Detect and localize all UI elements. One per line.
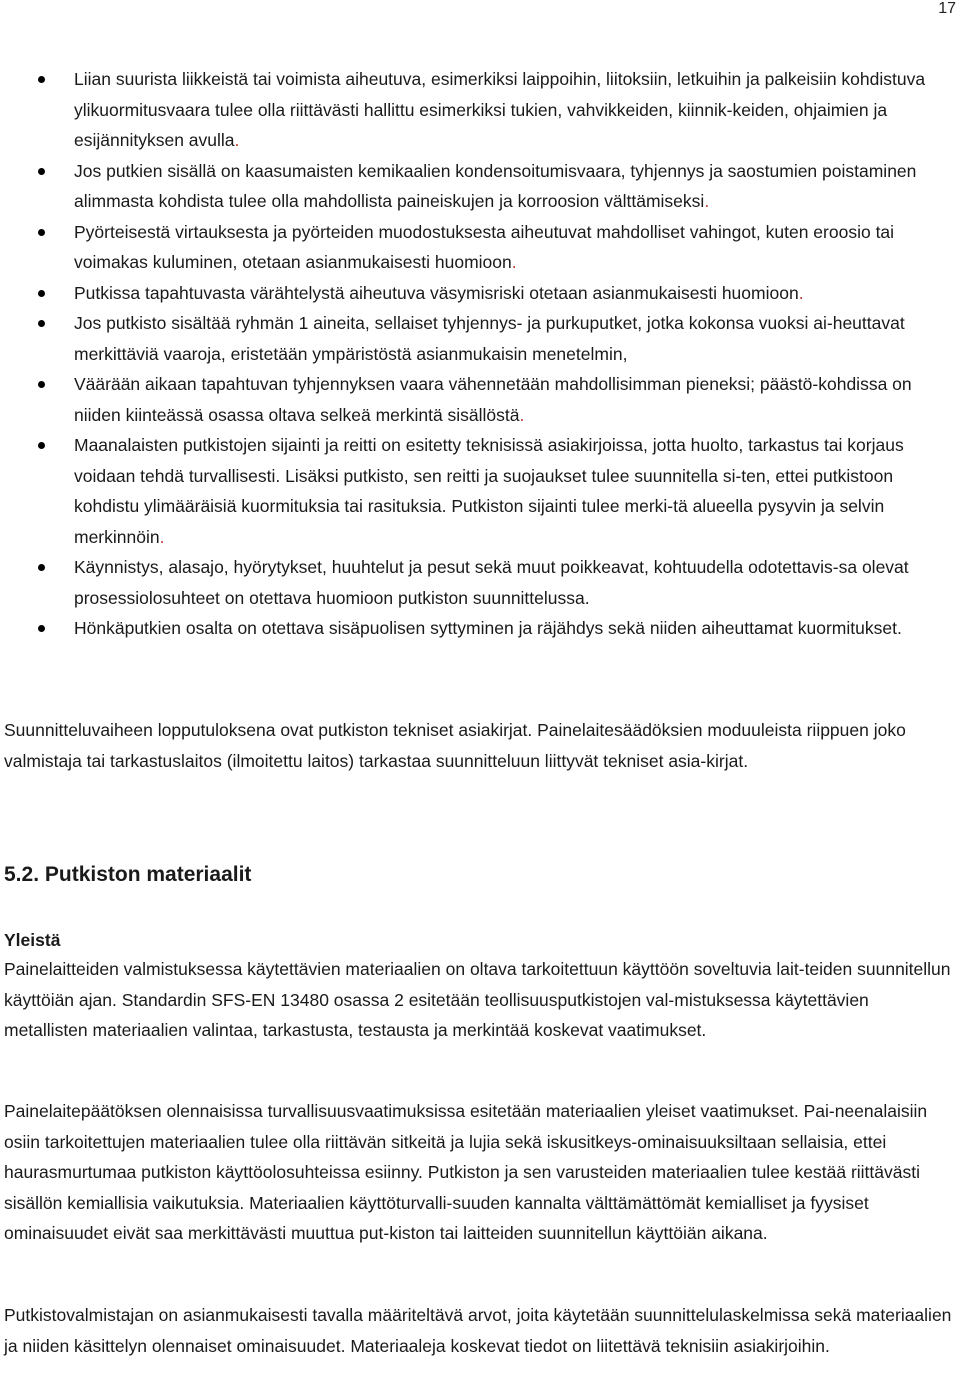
bullet-icon (38, 76, 45, 83)
paragraph-manufacturer: Putkistovalmistajan on asianmukaisesti tavalla määriteltävä arvot, joita käytetään suunnittelulaskelmissa sekä materiaalien ja niiden käsittelyn olennaiset ominaisuudet. Materiaaleja koskevat tiedot on liitettävä teknisiin asiakirjoihin. (4, 1305, 952, 1356)
bullet-item-4 (38, 278, 956, 309)
bullet-item-2 (38, 156, 956, 217)
bullet-end-mark: . (234, 130, 240, 150)
bullet-text: Pyörteisestä virtauksesta ja pyörteiden muodostuksesta aiheutuvat mahdolliset vahingot, kuten eroosio tai voimakas kuluminen, otetaan asianmukaisesti huomioon (74, 221, 895, 272)
bullet-item-3 (38, 217, 956, 278)
subheading-general: Yleistä (4, 930, 61, 950)
bullet-item-7 (38, 430, 956, 552)
bullet-icon (38, 381, 45, 388)
bullet-icon (38, 442, 45, 449)
bullet-end-mark: . (704, 191, 710, 211)
bullet-icon (38, 168, 45, 175)
bullet-end-mark: . (798, 282, 804, 303)
bullet-end-mark: . (511, 252, 517, 272)
bullet-icon (38, 564, 45, 571)
bullet-text: Jos putkien sisällä on kaasumaisten kemikaalien kondensoitumisvaara, tyhjennys ja saostumien poistaminen alimmasta kohdista tulee olla mahdollista paineiskujen ja korroosion välttämiseksi (74, 160, 917, 211)
bullet-item-9 (38, 613, 956, 644)
bullet-text: Väärään aikaan tapahtuvan tyhjennyksen vaara vähennetään mahdollisimman pieneksi; päästö-kohdissa on niiden kiinteässä osassa oltava selkeä merkintä sisällöstä (74, 374, 912, 425)
bullet-text: Jos putkisto sisältää ryhmän 1 aineita, sellaiset tyhjennys- ja purkuputket, jotka kokonsa vuoksi ai-heuttavat merkittäviä vaaroja, eristetään ympäristöstä asianmukaisin menetelmin, (74, 313, 905, 364)
section-heading: 5.2. Putkiston materiaalit (4, 863, 252, 886)
bullet-icon (38, 229, 45, 236)
bullet-text: Liian suurista liikkeistä tai voimista aiheutuva, esimerkiksi laippoihin, liitoksiin, letkuihin ja palkeisiin kohdistuva ylikuormitusvaara tulee olla riittävästi hallittu esimerkiksi tukien, vahvikkeiden, kiinnik-keiden, ohjaimien ja esijännityksen avulla (74, 69, 926, 150)
bullet-item-6 (38, 369, 956, 430)
bullet-end-mark: . (159, 526, 165, 547)
paragraph-general: Painelaitteiden valmistuksessa käytettävien materiaalien on oltava tarkoitettuun käyttöön soveltuvia lait-teiden suunnitellun käyttöiän ajan. Standardin SFS-EN 13480 osassa 2 esitetään teollisuusputkistojen val-mistuksessa käytettävien metallisten materiaalien valintaa, tarkastusta, testausta ja merkintää koskevat vaatimukset. (4, 959, 951, 1040)
bullet-icon (38, 290, 45, 297)
page-number: 17 (938, 0, 956, 17)
paragraph-design-documents: Suunnitteluvaiheen lopputuloksena ovat putkiston tekniset asiakirjat. Painelaitesäädöksien moduuleista riippuen joko valmistaja tai tarkastuslaitos (ilmoitettu laitos) tarkastaa suunnitteluun liittyvät tekniset asia-kirjat. (4, 720, 906, 771)
bullet-icon (38, 320, 45, 327)
bullet-end-mark: . (519, 404, 525, 425)
bullet-item-5 (38, 308, 956, 369)
bullet-text: Käynnistys, alasajo, hyörytykset, huuhtelut ja pesut sekä muut poikkeavat, kohtuudella odotettavis-sa olevat prosessiolosuhteet on otettava huomioon putkiston suunnittelussa. (74, 557, 909, 608)
paragraph-requirements: Painelaitepäätöksen olennaisissa turvallisuusvaatimuksissa esitetään materiaalien yleiset vaatimukset. Pai-neenalaisiin osiin tarkoitettujen materiaalien tulee olla riittävän sitkeitä ja lujia sekä iskusitkeys-ominaisuuksiltaan sellaisia, ettei haurasmurtumaa putkiston käyttöolosuhteissa esiinny. Putkiston ja sen varusteiden materiaalien tulee kestää riittävästi sisällön kemiallisia vaikutuksia. Materiaalien käyttöturvalli-suuden kannalta välttämättömät kemialliset ja fyysiset ominaisuudet eivät saa merkittävästi muuttua put-kiston tai laitteiden suunnitellun käyttöiän aikana. (4, 1101, 928, 1243)
bullet-item-1 (38, 64, 956, 156)
requirements-bullet-list (38, 64, 956, 644)
bullet-item-8 (38, 552, 956, 613)
bullet-text: Hönkäputkien osalta on otettava sisäpuolisen syttyminen ja räjähdys sekä niiden aiheuttamat kuormitukset. (74, 618, 902, 638)
bullet-icon (38, 625, 45, 632)
bullet-text: Maanalaisten putkistojen sijainti ja reitti on esitetty teknisissä asiakirjoissa, jotta huolto, tarkastus tai korjaus voidaan tehdä turvallisesti. Lisäksi putkisto, sen reitti ja suojaukset tulee suunnitella si-ten, ettei putkistoon kohdistu ylimääräisiä kuormituksia tai rasituksia. Putkiston sijainti tulee merki-tä alueella pysyvin ja selvin merkinnöin (74, 435, 904, 547)
bullet-text: Putkissa tapahtuvasta värähtelystä aiheutuva väsymisriski otetaan asianmukaisesti huomioon (74, 282, 799, 303)
